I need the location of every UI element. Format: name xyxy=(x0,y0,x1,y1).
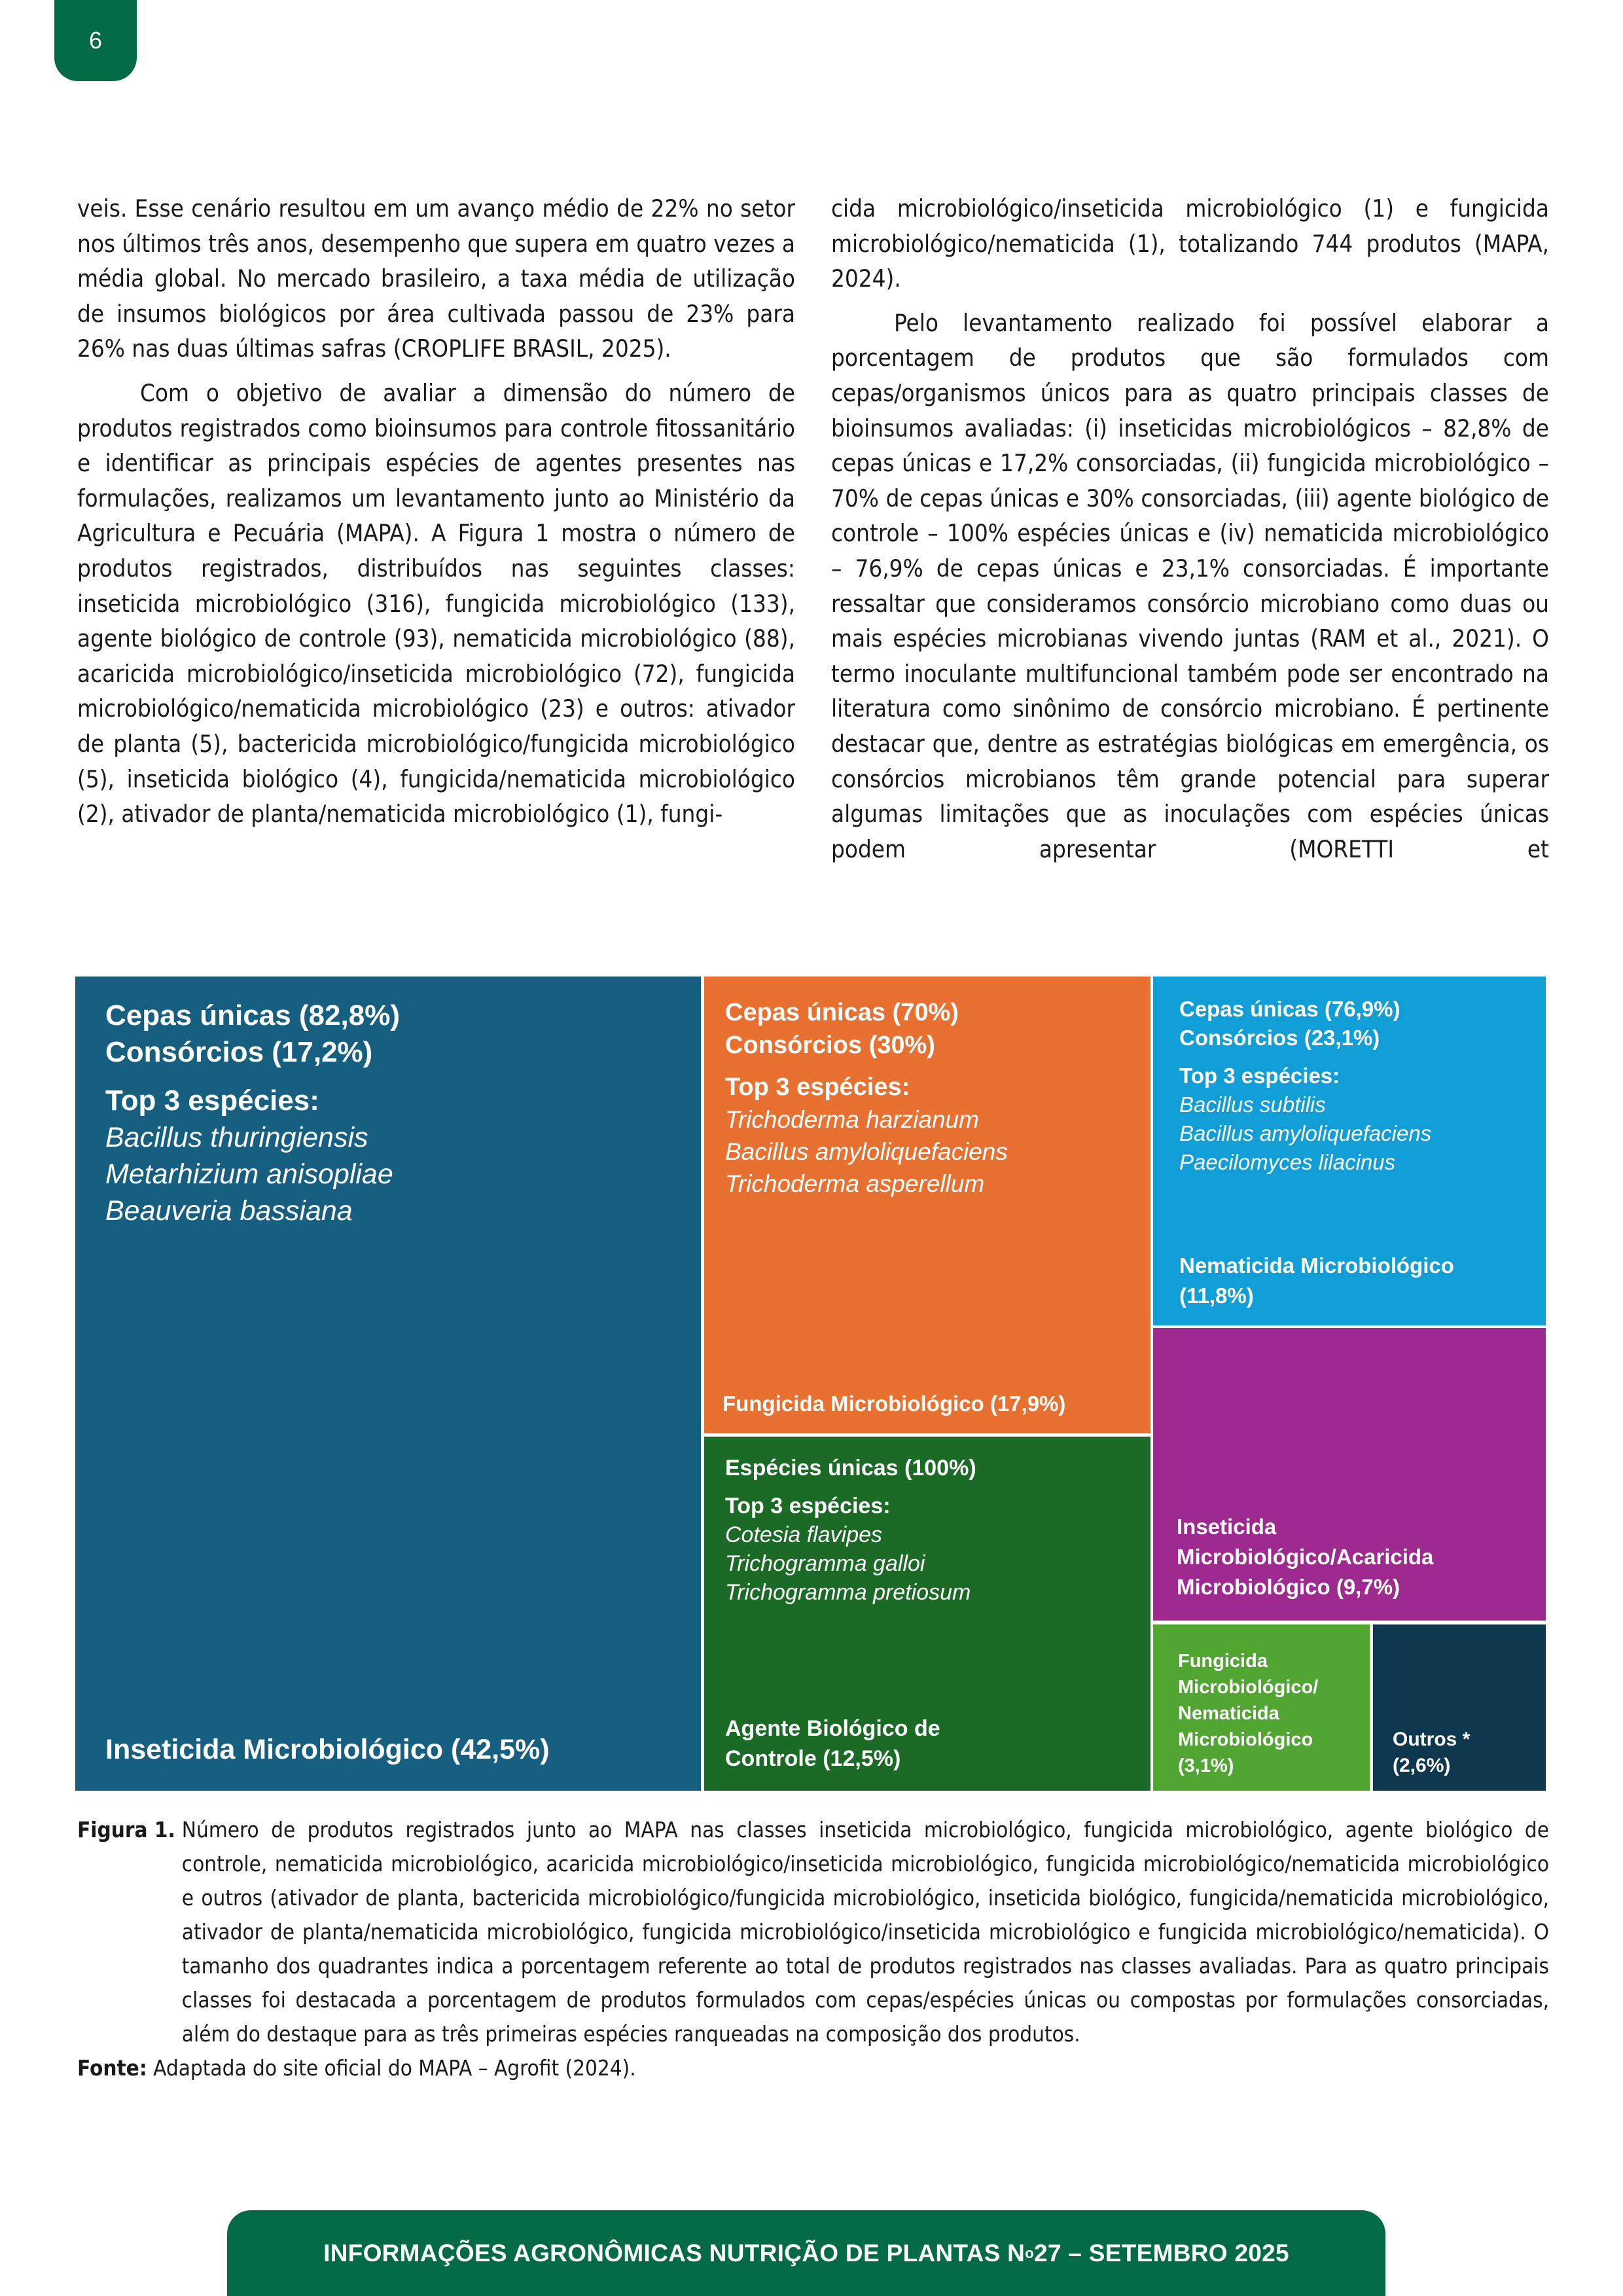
footer-text-before: INFORMAÇÕES AGRONÔMICAS NUTRIÇÃO DE PLANTAS N xyxy=(323,2239,1026,2267)
species-item: Trichogramma galloi xyxy=(725,1551,925,1576)
tile-agente-biologico xyxy=(704,1437,1150,1791)
page-number: 6 xyxy=(88,27,103,54)
paragraph: Pelo levantamento realizado foi possível elaborar a porcentagem de produtos que são formulados com cepas/organismos únicos para as quatro principais classes de bioinsumos avaliadas: (i) inseticidas microbiológicos – 82,8% de cepas únicas e 17,2% consorciadas, (ii) fungicida microbiológico – 70% de cepas únicas e 30% consorciadas, (iii) agente biológico de controle – 100% espécies únicas e (iv) nematicida microbiológico – 76,9% de cepas únicas e 23,1% consorciadas. É importante ressaltar que consideramos consórcio microbiano como duas ou mais espécies microbianas vivendo juntas (RAM et al., 2021). O termo inoculante multifuncional também pode ser encontrado na literatura como sinônimo de consórcio microbiano. É pertinente destacar que, dentre as estratégias biológicas em emergência, os consórcios microbianos têm grande potencial para superar algumas limitações que as inoculações com espécies únicas podem apresentar (MORETTI et xyxy=(831,308,1549,863)
tile-label xyxy=(1393,1727,1470,1779)
stat-especies-unicas: Espécies únicas (100%) xyxy=(725,1456,976,1480)
top3-title: Top 3 espécies: xyxy=(725,1073,910,1101)
body-left-column xyxy=(77,191,795,841)
top3-title: Top 3 espécies: xyxy=(1179,1064,1340,1088)
paragraph: Com o objetivo de avaliar a dimensão do número de produtos registrados como bioinsumos para controle fitossanitário e identificar as principais espécies de agentes presentes nas formulações, realizamos um levantamento junto ao Ministério da Agricultura e Pecuária (MAPA). A Figura 1 mostra o número de produtos registrados, distribuídos nas seguintes classes: inseticida microbiológico (316), fungicida microbiológico (133), agente biológico de controle (93), nematicida microbiológico (88), acaricida microbiológico/inseticida microbiológico (72), fungicida microbiológico/nematicida microbiológico (23) e outros: ativador de planta (5), bactericida microbiológico/fungicida microbiológico (5), inseticida biológico (4), fungicida/nematicida microbiológico (2), ativador de planta/nematicida microbiológico (1), fungi- xyxy=(77,378,795,829)
caption-source xyxy=(77,2051,1549,2085)
stat-consorcios: Consórcios (23,1%) xyxy=(1179,1026,1380,1050)
tile-nematicida xyxy=(1153,977,1546,1325)
tile-label xyxy=(1177,1512,1433,1602)
species-item: Metarhizium anisopliae xyxy=(105,1158,393,1190)
tile-inseticida-acaricida xyxy=(1153,1328,1546,1621)
source-label: Fonte: xyxy=(77,2055,147,2081)
tile-label-line: Microbiológico/ xyxy=(1178,1677,1319,1698)
species-item: Trichoderma asperellum xyxy=(725,1170,985,1197)
top3-title: Top 3 espécies: xyxy=(725,1494,891,1518)
stat-cepas-unicas: Cepas únicas (70%) xyxy=(725,999,959,1026)
tile-label-line: Fungicida xyxy=(1178,1651,1268,1672)
species-item: Paecilomyces lilacinus xyxy=(1179,1150,1396,1174)
top3-title: Top 3 espécies: xyxy=(105,1085,319,1117)
species-item: Beauveria bassiana xyxy=(105,1195,353,1227)
tile-label-line: (2,6%) xyxy=(1393,1755,1451,1776)
paragraph: veis. Esse cenário resultou em um avanço médio de 22% no setor nos últimos três anos, desempenho que supera em quatro vezes a média global. No mercado brasileiro, a taxa média de utilização de insumos biológicos por área cultivada passou de 23% para 26% nas duas últimas safras (CROPLIFE BRASIL, 2025). xyxy=(77,194,795,363)
tile-outros xyxy=(1373,1624,1546,1791)
tile-label-line: Inseticida xyxy=(1177,1515,1277,1539)
footer-sup: o xyxy=(1025,2244,1034,2261)
species-item: Trichoderma harzianum xyxy=(725,1106,979,1133)
tile-label-line: (3,1%) xyxy=(1178,1755,1234,1776)
footer-banner xyxy=(227,2210,1385,2296)
footer-text-after: 27 – SETEMBRO 2025 xyxy=(1033,2239,1289,2267)
species-item: Trichogramma pretiosum xyxy=(725,1580,971,1605)
species-item: Bacillus thuringiensis xyxy=(105,1122,368,1153)
stat-consorcios: Consórcios (17,2%) xyxy=(105,1036,373,1068)
stat-cepas-unicas: Cepas únicas (76,9%) xyxy=(1179,997,1400,1021)
tile-label-line: Agente Biológico de xyxy=(725,1716,940,1741)
species-item: Bacillus amyloliquefaciens xyxy=(1179,1121,1432,1145)
caption-figure-line xyxy=(77,1813,1549,2051)
paragraph: cida microbiológico/inseticida microbiológico (1) e fungicida microbiológico/nematicida (1), totalizando 744 produtos (MAPA, 2024). xyxy=(831,194,1549,293)
tile-fungicida-nematicida xyxy=(1153,1624,1370,1791)
tile-label-line: (11,8%) xyxy=(1179,1283,1254,1308)
species-item: Bacillus amyloliquefaciens xyxy=(725,1138,1008,1165)
tile-label xyxy=(1178,1648,1318,1779)
tile-inseticida xyxy=(75,977,701,1791)
source-text: Adaptada do site oficial do MAPA – Agrofit (2024). xyxy=(153,2055,636,2081)
page-number-tab xyxy=(54,0,137,81)
tile-label-line: Outros * xyxy=(1393,1729,1471,1750)
tile-label xyxy=(725,1713,940,1774)
figure-treemap xyxy=(75,977,1546,1791)
tile-label-line: Microbiológico (9,7%) xyxy=(1177,1575,1400,1599)
tile-label: Inseticida Microbiológico (42,5%) xyxy=(105,1734,550,1765)
tile-label-line: Microbiológico/Acaricida xyxy=(1177,1545,1434,1569)
tile-label-line: Nematicida xyxy=(1178,1703,1279,1724)
tile-label-line: Controle (12,5%) xyxy=(725,1746,901,1771)
stat-cepas-unicas: Cepas únicas (82,8%) xyxy=(105,999,400,1031)
tile-label xyxy=(1179,1251,1454,1311)
body-right-column xyxy=(831,191,1549,876)
tile-label-line: Microbiológico xyxy=(1178,1729,1313,1750)
tile-label: Fungicida Microbiológico (17,9%) xyxy=(722,1391,1066,1416)
caption-text: Número de produtos registrados junto ao MAPA nas classes inseticida microbiológico, fungicida microbiológico, agente biológico de controle, nematicida microbiológico, acaricida microbiológico/inseticida microbiológico, fungicida microbiológico/nematicida microbiológico e outros (ativador de planta, bactericida microbiológico/fungicida microbiológico, inseticida biológico, fungicida/nematicida microbiológico, ativador de planta/nematicida microbiológico, fungicida microbiológico/inseticida microbiológico e fungicida microbiológico/nematicida). O tamanho dos quadrantes indica a porcentagem referente ao total de produtos registrados nas classes avaliadas. Para as quatro principais classes foi destacada a porcentagem de produtos formulados com cepas/espécies únicas ou compostas por formulações consorciadas, além do destaque para as três primeiras espécies ranqueadas na composição dos produtos. xyxy=(181,1817,1549,2047)
caption-label: Figura 1. xyxy=(77,1817,175,1842)
stat-consorcios: Consórcios (30%) xyxy=(725,1031,935,1059)
figure-caption xyxy=(77,1813,1549,2085)
tile-label-line: Nematicida Microbiológico xyxy=(1179,1253,1454,1278)
species-item: Bacillus subtilis xyxy=(1179,1092,1326,1117)
tile-fungicida xyxy=(704,977,1150,1433)
species-item: Cotesia flavipes xyxy=(725,1522,883,1547)
